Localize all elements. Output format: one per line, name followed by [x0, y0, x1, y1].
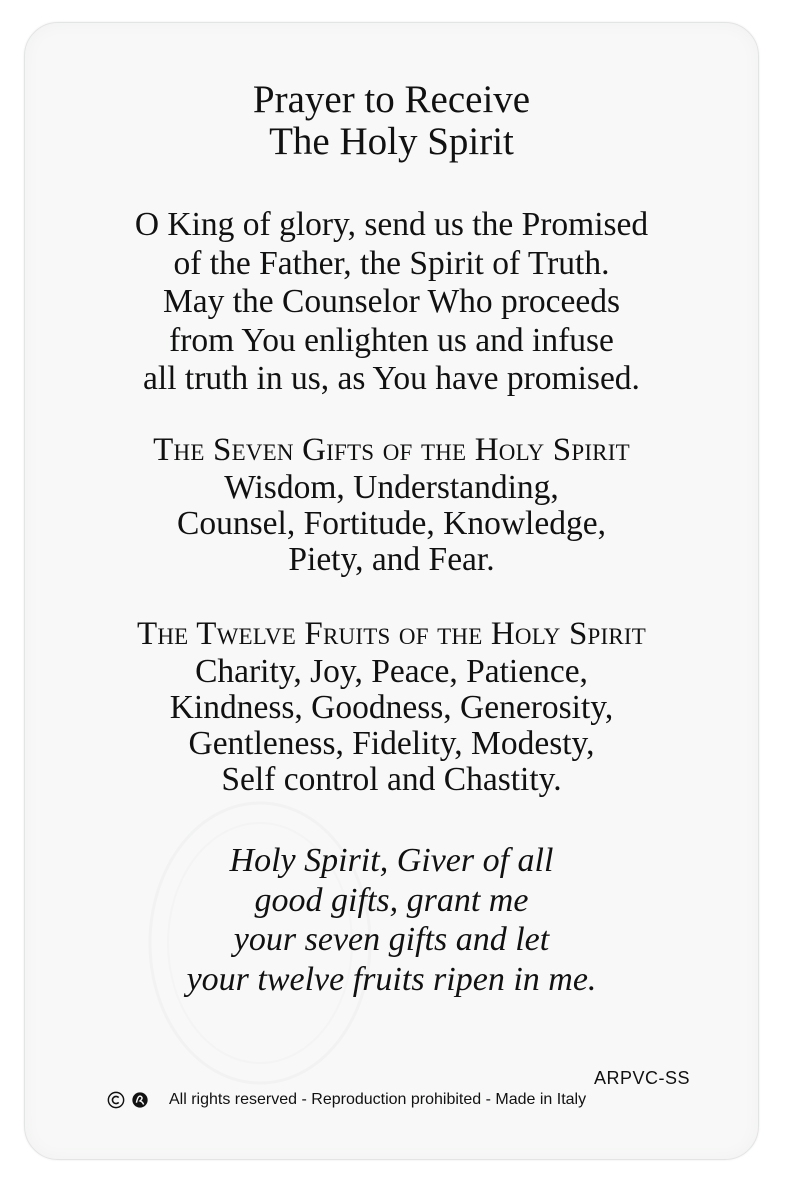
prayer-text: [25, 206, 758, 399]
section-heading: The Twelve Fruits of the Holy Spirit: [137, 616, 646, 652]
twelve-fruits-section: [25, 616, 758, 798]
closing-line: your seven gifts and let: [233, 921, 550, 958]
section-heading: The Seven Gifts of the Holy Spirit: [153, 432, 630, 468]
title-line: Prayer to Receive: [252, 78, 531, 121]
prayer-line: O King of glory, send us the Promised: [134, 206, 649, 243]
gifts-line: Wisdom, Understanding,: [224, 469, 559, 506]
closing-prayer: [25, 841, 758, 999]
publisher-logo-icon: [131, 1091, 149, 1109]
card-title: [25, 79, 758, 163]
fruits-line: Self control and Chastity.: [221, 761, 562, 798]
closing-line: good gifts, grant me: [254, 881, 529, 919]
title-line: The Holy Spirit: [269, 120, 514, 163]
closing-line: Holy Spirit, Giver of all: [229, 842, 554, 879]
copyright-notice: All rights reserved - Reproduction prohibited - Made in Italy: [169, 1091, 587, 1108]
fruits-line: Charity, Joy, Peace, Patience,: [195, 653, 588, 690]
closing-line: your twelve fruits ripen in me.: [186, 960, 597, 998]
copyright-icon: [107, 1091, 125, 1109]
fruits-line: Kindness, Goodness, Generosity,: [169, 689, 614, 726]
card-footer: [107, 1091, 586, 1109]
seven-gifts-section: [25, 432, 758, 578]
product-code: ARPVC-SS: [593, 1068, 690, 1088]
gifts-line: Piety, and Fear.: [288, 541, 495, 578]
prayer-line: from You enlighten us and infuse: [169, 321, 614, 359]
prayer-line: of the Father, the Spirit of Truth.: [173, 244, 610, 282]
prayer-line: May the Counselor Who proceeds: [162, 283, 621, 320]
prayer-card: [24, 22, 759, 1160]
fruits-line: Gentleness, Fidelity, Modesty,: [188, 725, 595, 762]
prayer-line: all truth in us, as You have promised.: [143, 360, 640, 397]
gifts-line: Counsel, Fortitude, Knowledge,: [177, 505, 606, 542]
